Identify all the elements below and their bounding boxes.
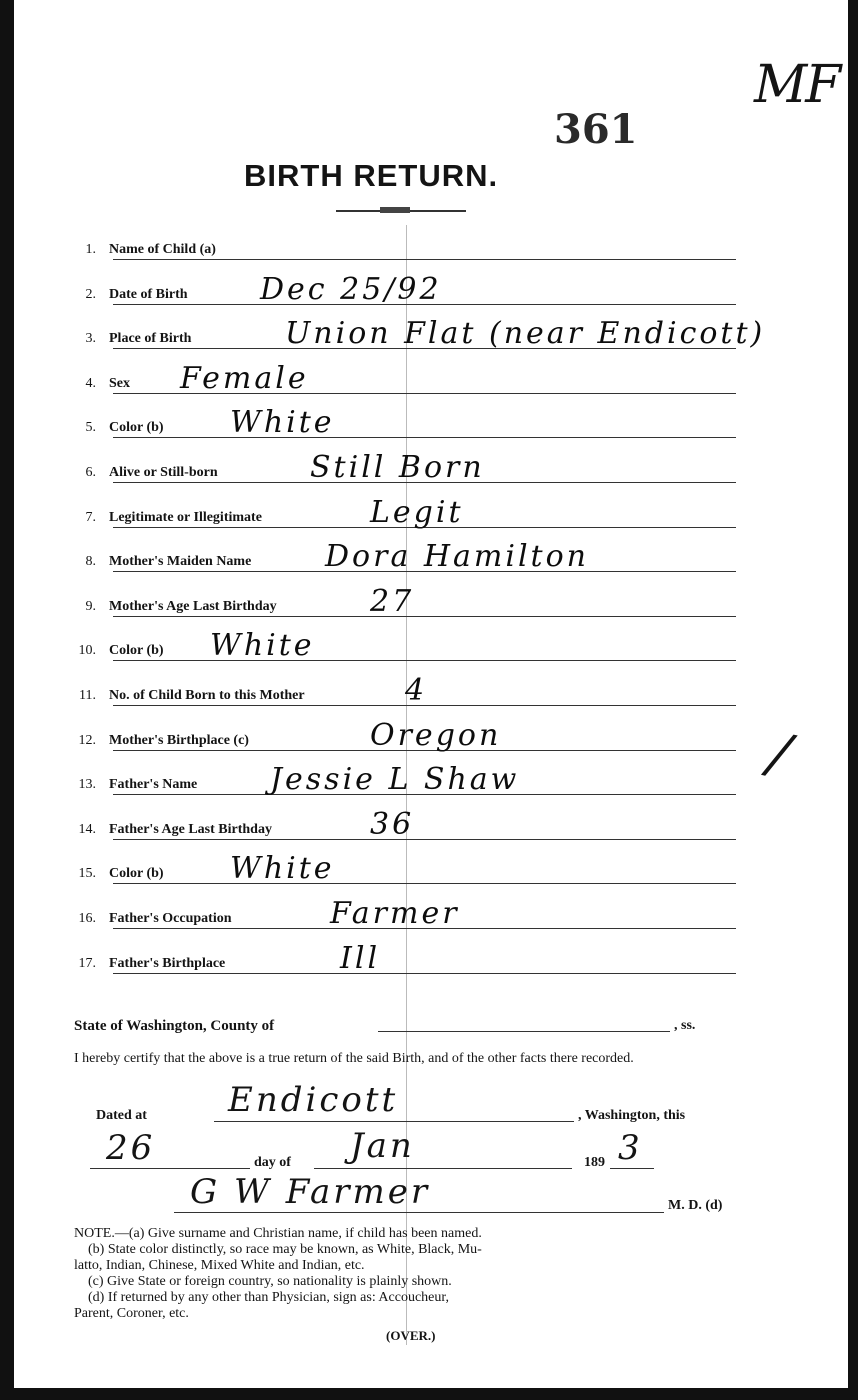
field-handwritten-value: 27 bbox=[370, 583, 415, 619]
ss-label: , ss. bbox=[674, 1018, 696, 1033]
field-row bbox=[70, 450, 736, 485]
field-number: 2. bbox=[85, 286, 96, 302]
field-row bbox=[70, 628, 736, 664]
field-label: Color (b) bbox=[109, 643, 164, 659]
field-handwritten-value: Dec 25/92 bbox=[260, 271, 442, 307]
title-ornament bbox=[380, 207, 410, 213]
field-label: No. of Child Born to this Mother bbox=[109, 688, 305, 703]
certification-text: I hereby certify that the above is a true return of the said Birth, and of the other facts there recorded. bbox=[74, 1051, 634, 1066]
physician-signature: G W Farmer bbox=[190, 1172, 431, 1212]
field-blank-line bbox=[113, 616, 736, 617]
field-handwritten-value: White bbox=[230, 405, 335, 441]
field-number: 17. bbox=[78, 955, 96, 971]
over-label: (OVER.) bbox=[386, 1328, 436, 1343]
field-handwritten-value: Oregon bbox=[370, 717, 502, 753]
field-row bbox=[70, 232, 736, 262]
field-row bbox=[70, 896, 736, 931]
field-row bbox=[70, 316, 766, 352]
corner-handwritten-mark: MF bbox=[754, 55, 840, 115]
day-of-label: day of bbox=[254, 1155, 291, 1170]
field-handwritten-value: Union Flat (near Endicott) bbox=[285, 316, 766, 352]
field-label: Father's Age Last Birthday bbox=[109, 821, 272, 837]
birth-return-form bbox=[14, 0, 848, 1388]
field-handwritten-value: Female bbox=[180, 360, 309, 396]
field-number: 9. bbox=[85, 598, 96, 614]
field-row bbox=[70, 851, 736, 887]
field-handwritten-value: Legit bbox=[370, 494, 464, 530]
field-handwritten-value: 36 bbox=[370, 806, 415, 842]
field-blank-line bbox=[113, 660, 736, 661]
field-blank-line bbox=[113, 839, 736, 840]
washington-label: , Washington, this bbox=[578, 1108, 686, 1123]
field-blank-line bbox=[113, 973, 736, 974]
field-label: Father's Occupation bbox=[109, 911, 232, 926]
field-label: Mother's Age Last Birthday bbox=[109, 598, 277, 614]
field-label: Sex bbox=[109, 375, 130, 391]
footnotes bbox=[74, 1226, 774, 1322]
field-number: 11. bbox=[79, 688, 96, 703]
field-label: Place of Birth bbox=[109, 331, 192, 347]
dated-at-label: Dated at bbox=[96, 1108, 147, 1123]
field-handwritten-value: Farmer bbox=[330, 896, 460, 931]
field-number: 10. bbox=[78, 643, 96, 659]
field-number: 4. bbox=[85, 375, 96, 391]
field-label: Alive or Still-born bbox=[109, 465, 218, 480]
field-row bbox=[70, 360, 736, 396]
field-label: Father's Birthplace bbox=[109, 955, 226, 971]
field-row bbox=[70, 494, 736, 530]
field-number: 16. bbox=[78, 911, 96, 926]
year-prefix-label: 189 bbox=[584, 1155, 605, 1170]
year-handwriting: 3 bbox=[618, 1128, 643, 1168]
month-line bbox=[314, 1168, 572, 1169]
field-number: 15. bbox=[78, 866, 96, 882]
field-row bbox=[70, 806, 736, 842]
field-number: 5. bbox=[85, 420, 96, 436]
field-row bbox=[70, 717, 736, 753]
field-label: Father's Name bbox=[109, 777, 198, 793]
dated-place-handwriting: Endicott bbox=[228, 1080, 399, 1120]
day-handwriting: 26 bbox=[106, 1128, 156, 1168]
field-number: 7. bbox=[85, 509, 96, 525]
field-handwritten-value: Dora Hamilton bbox=[325, 539, 589, 575]
field-label: Name of Child (a) bbox=[109, 242, 216, 257]
field-label: Color (b) bbox=[109, 866, 164, 882]
field-row bbox=[70, 762, 736, 798]
state-county-label: State of Washington, County of bbox=[74, 1018, 275, 1034]
field-label: Legitimate or Illegitimate bbox=[109, 509, 262, 525]
field-handwritten-value: Jessie L Shaw bbox=[270, 762, 520, 798]
field-row bbox=[70, 673, 736, 708]
field-blank-line bbox=[113, 883, 736, 884]
field-row bbox=[70, 405, 736, 441]
field-handwritten-value: Still Born bbox=[310, 450, 485, 485]
field-number: 8. bbox=[85, 554, 96, 570]
field-handwritten-value: Ill bbox=[340, 940, 381, 976]
form-title: BIRTH RETURN. bbox=[244, 158, 499, 193]
md-label: M. D. (d) bbox=[668, 1198, 723, 1213]
day-line bbox=[90, 1168, 250, 1169]
field-handwritten-value: 4 bbox=[405, 673, 428, 708]
signature-line bbox=[174, 1212, 664, 1213]
field-handwritten-value: White bbox=[210, 628, 315, 664]
field-number: 14. bbox=[78, 821, 96, 837]
field-label: Color (b) bbox=[109, 420, 164, 436]
field-label: Date of Birth bbox=[109, 286, 188, 302]
note-line: Parent, Coroner, etc. bbox=[74, 1306, 189, 1321]
note-line: (d) If returned by any other than Physician, sign as: Accoucheur, bbox=[88, 1290, 449, 1305]
field-blank-line bbox=[113, 437, 736, 438]
field-number: 3. bbox=[85, 331, 96, 347]
field-number: 1. bbox=[85, 242, 96, 257]
margin-tick-mark: / bbox=[763, 720, 796, 789]
note-line: (c) Give State or foreign country, so nationality is plainly shown. bbox=[88, 1274, 452, 1289]
field-number: 12. bbox=[78, 732, 96, 748]
note-line: NOTE.—(a) Give surname and Christian name, if child has been named. bbox=[74, 1226, 482, 1241]
field-row bbox=[70, 539, 736, 575]
field-row bbox=[70, 940, 736, 976]
field-blank-line bbox=[113, 259, 736, 260]
field-number: 6. bbox=[85, 465, 96, 480]
document-number-stamp: 361 bbox=[554, 106, 638, 153]
field-label: Mother's Maiden Name bbox=[109, 554, 252, 570]
dated-at-line bbox=[214, 1121, 574, 1122]
month-handwriting: Jan bbox=[350, 1126, 415, 1166]
county-blank-line bbox=[378, 1031, 670, 1032]
field-label: Mother's Birthplace (c) bbox=[109, 732, 249, 748]
note-line: (b) State color distinctly, so race may be known, as White, Black, Mu- bbox=[88, 1242, 482, 1257]
field-number: 13. bbox=[78, 777, 96, 793]
field-row bbox=[70, 271, 736, 307]
field-handwritten-value: White bbox=[230, 851, 335, 887]
field-row bbox=[70, 583, 736, 619]
year-line bbox=[610, 1168, 654, 1169]
note-line: latto, Indian, Chinese, Mixed White and Indian, etc. bbox=[74, 1258, 365, 1273]
